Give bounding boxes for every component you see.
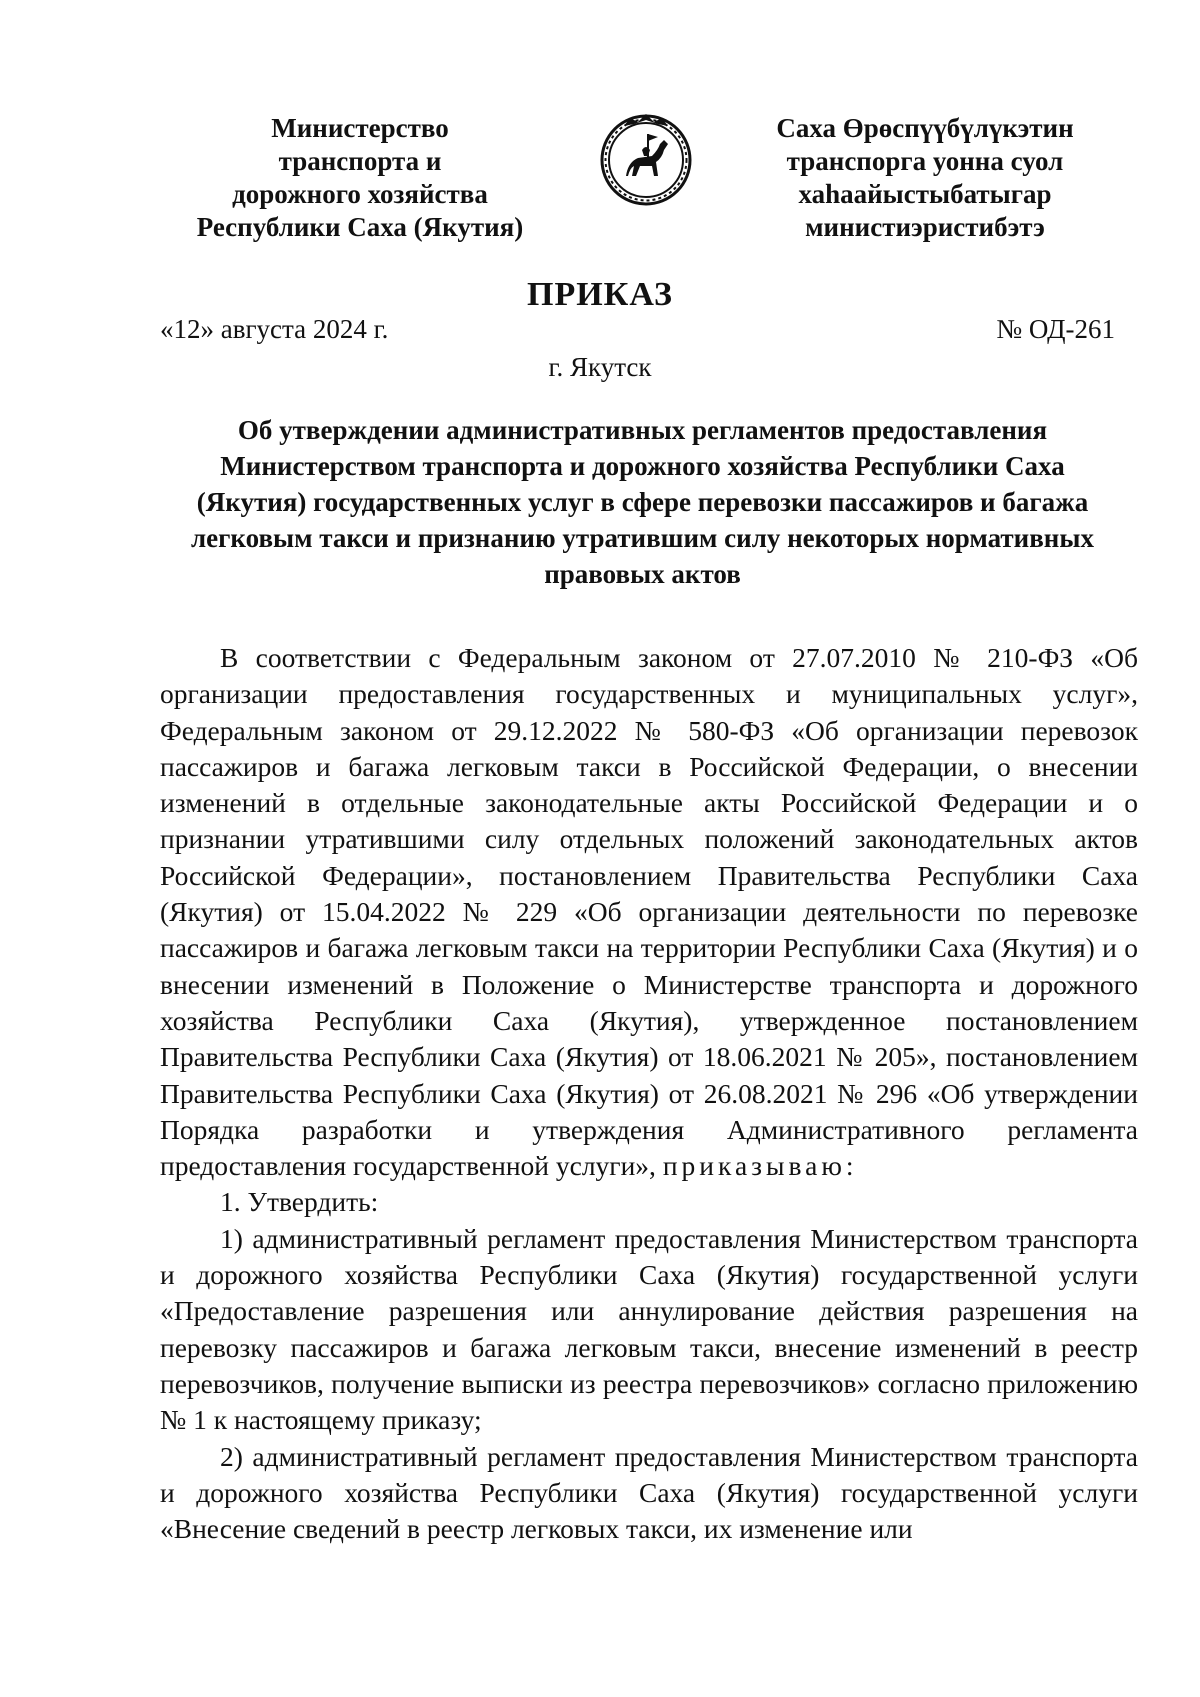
order-city: г. Якутск bbox=[548, 352, 652, 382]
subitem-2: 2) административный регламент предоставления Министерством транспорта и дорожного хозяйства Республики Саха (Якутия) государственной услуги «Внесение сведений в реестр легковых такси, их изменение или bbox=[160, 1440, 1138, 1545]
document-type-title: ПРИКАЗ bbox=[527, 276, 673, 313]
order-word: приказываю: bbox=[662, 1150, 858, 1182]
ministry-name-line: Министерство bbox=[271, 113, 449, 143]
ministry-name-line: дорожного хозяйства bbox=[232, 179, 488, 209]
ministry-name-line: Республики Саха (Якутия) bbox=[196, 212, 524, 242]
ministry-name-line: транспорта и bbox=[278, 146, 442, 176]
order-number: № ОД-261 bbox=[996, 314, 1115, 344]
ministry-name-yakut bbox=[735, 112, 1115, 244]
subitem-1: 1) административный регламент предоставления Министерством транспорта и дорожного хозяйства Республики Саха (Якутия) государственной услуги «Предоставление разрешения или аннулирование действия разрешения на перевозку пассажиров и багажа легковым такси, внесение изменений в реестр перевозчиков, получение выписки из реестра перевозчиков» согласно приложению № 1 к настоящему приказу; bbox=[160, 1222, 1138, 1436]
ministry-name-line: хаһаайыстыбатыгар bbox=[798, 179, 1052, 209]
item-1: 1. Утвердить: bbox=[220, 1186, 379, 1218]
preamble-paragraph bbox=[160, 640, 1138, 1184]
ministry-name-line: Саха Өрөспүүбүлүкэтин bbox=[776, 113, 1074, 143]
ministry-name-line: транспорга уонна суол bbox=[786, 146, 1064, 176]
order-subject: Об утверждении административных регламентов предоставления Министерством транспорта и дорожного хозяйства Республики Саха (Якутия) государственных услуг в сфере перевозки пассажиров и багажа легковым такси и признанию утратившим силу некоторых нормативных правовых актов bbox=[191, 415, 1094, 589]
sakha-coat-of-arms-icon bbox=[598, 110, 694, 214]
order-date: «12» августа 2024 г. bbox=[160, 314, 389, 344]
ministry-name-line: министиэристибэтэ bbox=[805, 212, 1045, 242]
order-body bbox=[160, 640, 1138, 1547]
ministry-name-russian bbox=[160, 112, 560, 244]
preamble-text: В соответствии с Федеральным законом от 27.07.2010 № 210-ФЗ «Об организации предоставления государственных и муниципальных услуг», Федеральным законом от 29.12.2022 № 580-ФЗ «Об организации перевозок пассажиров и багажа легковым такси в Российской Федерации, о внесении изменений в отдельные законодательные акты Российской Федерации и о признании утратившими силу отдельных положений законодательных актов Российской Федерации», постановлением Правительства Республики Саха (Якутия) от 15.04.2022 № 229 «Об организации деятельности по перевозке пассажиров и багажа легковым такси на территории Республики Саха (Якутия) и о внесении изменений в Положение о Министерстве транспорта и дорожного хозяйства Республики Саха (Якутия), утвержденное постановлением Правительства Республики Саха (Якутия) от 18.06.2021 № 205», постановлением Правительства Республики Саха (Якутия) от 26.08.2021 № 296 «Об утверждении Порядка разработки и утверждения Административного регламента предоставления государственной услуги», bbox=[160, 642, 1138, 1182]
